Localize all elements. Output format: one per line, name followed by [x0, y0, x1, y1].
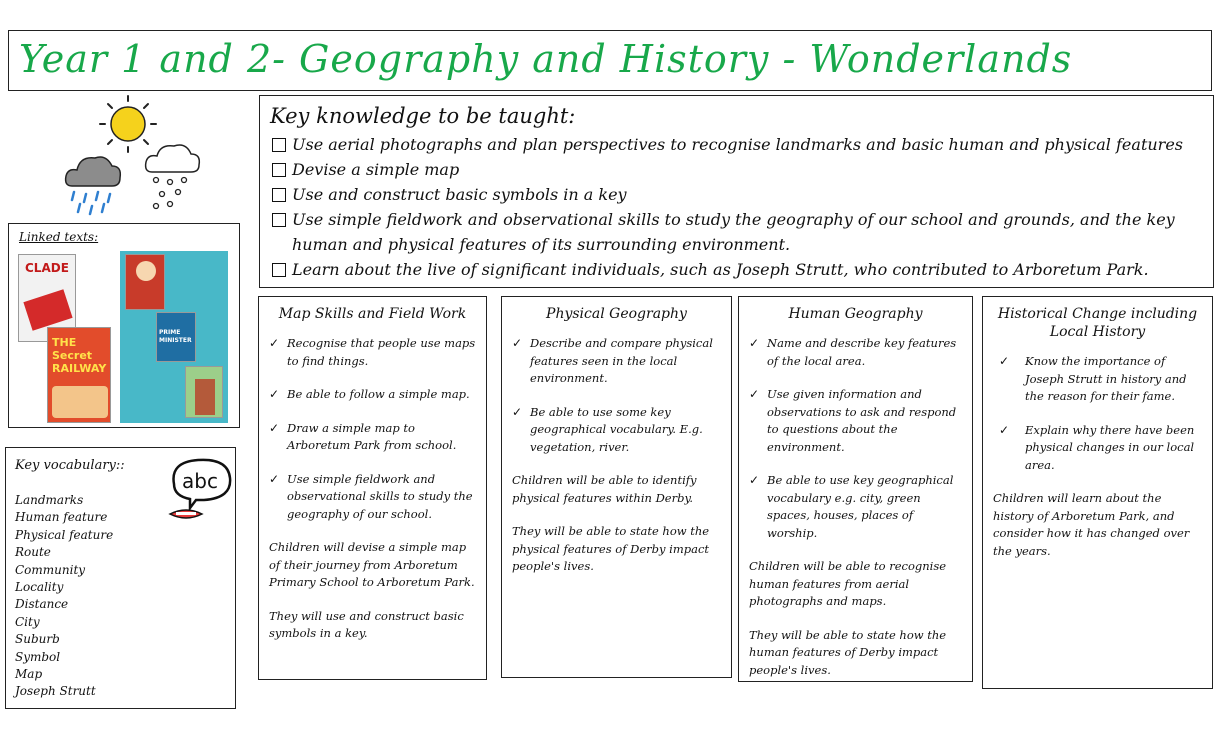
checkbox-icon [272, 263, 286, 277]
check-icon: ✓ [749, 387, 760, 401]
vocab-word: Joseph Strutt [15, 684, 96, 699]
tick-item: ✓ Recognise that people use maps to find things. [269, 335, 476, 370]
abc-icon-text: abc [182, 469, 218, 493]
tick-item: ✓ Use given information and observations to ask and respond to questions about the environment. [749, 386, 962, 456]
key-vocabulary-box [5, 447, 236, 709]
key-knowledge-box [259, 95, 1214, 288]
check-icon: ✓ [512, 404, 523, 419]
check-icon: ✓ [269, 420, 280, 435]
check-icon: ✓ [269, 336, 280, 350]
column-paragraph: Children will be able to recognise human features from aerial photographs and maps. [749, 559, 947, 608]
tick-item: ✓ Use simple fieldwork and observational skills to study the geography of our school. [269, 471, 476, 524]
tick-item: ✓ Be able to use some key geographical vocabulary. E.g. vegetation, river. [512, 404, 721, 457]
tick-item: ✓ Describe and compare physical features seen in the local environment. [512, 335, 721, 388]
key-knowledge-item: Use aerial photographs and plan perspectives to recognise landmarks and basic human and physical features [270, 132, 1203, 157]
vocab-word: Locality [15, 580, 64, 595]
linked-texts-label: Linked texts: [19, 230, 99, 244]
column-title: Historical Change including Local History [997, 306, 1198, 340]
page-title: Year 1 and 2- Geography and History - Wonderlands [19, 37, 1073, 81]
physical-geography-column [501, 296, 732, 678]
vocab-word: Physical feature [15, 527, 114, 542]
vocab-word: Human feature [15, 510, 108, 525]
key-vocabulary-label: Key vocabulary:: [15, 458, 125, 473]
column-title: Map Skills and Field Work [278, 306, 467, 322]
vocab-word: City [15, 614, 40, 629]
tick-item: ✓ Be able to use key geographical vocabulary e.g. city, green spaces, houses, places of worship. [749, 472, 962, 542]
checkbox-icon [272, 163, 286, 177]
check-icon: ✓ [269, 471, 280, 486]
book-cover-prime-minister: PRIME MINISTER [156, 312, 196, 362]
check-icon: ✓ [999, 354, 1010, 368]
abc-speech-icon [166, 454, 236, 524]
key-knowledge-item: Use and construct basic symbols in a key [270, 182, 1203, 207]
human-geography-column [738, 296, 973, 682]
checkbox-icon [272, 138, 286, 152]
weather-icon [60, 88, 210, 218]
column-paragraph: They will be able to state how the physical features of Derby impact people's lives. [512, 524, 710, 573]
tick-item: ✓ Name and describe key features of the local area. [749, 335, 962, 370]
rain-cloud-icon [66, 157, 121, 214]
column-paragraph: They will be able to state how the human features of Derby impact people's lives. [749, 627, 947, 677]
key-knowledge-heading: Key knowledge to be taught: [270, 104, 576, 128]
tick-item: ✓ Know the importance of Joseph Strutt in history and the reason for their fame. [993, 353, 1202, 406]
historical-change-column [982, 296, 1213, 689]
title-box [8, 30, 1212, 91]
check-icon: ✓ [512, 336, 523, 350]
key-knowledge-item: Learn about the live of significant individuals, such as Joseph Strutt, who contributed to Arboretum Park. [270, 257, 1203, 282]
vocab-word: Suburb [15, 632, 60, 647]
column-title: Physical Geography [546, 306, 687, 322]
book-cover-secret-railway: THE Secret RAILWAY [47, 327, 111, 423]
tick-item: ✓ Explain why there have been physical changes in our local area. [993, 422, 1202, 475]
book-cover-red [125, 254, 165, 310]
map-skills-column [258, 296, 487, 680]
column-paragraph: Children will be able to identify physical features within Derby. [512, 473, 697, 505]
book-cover-clade: CLADE [18, 254, 76, 342]
sun-icon [100, 96, 156, 152]
snow-cloud-icon [146, 145, 200, 209]
column-paragraph: Children will devise a simple map of their journey from Arboretum Primary School to Arboretum Park. [269, 540, 475, 589]
book-cover-building [185, 366, 223, 418]
vocab-word: Landmarks [15, 493, 84, 507]
vocab-word: Community [15, 562, 86, 577]
linked-texts-box [8, 223, 240, 428]
vocabulary-list [15, 492, 113, 701]
vocab-word: Route [15, 545, 51, 560]
column-paragraph: Children will learn about the history of Arboretum Park, and consider how it has changed over the years. [993, 491, 1190, 558]
check-icon: ✓ [749, 336, 760, 350]
vocab-word: Distance [15, 597, 69, 612]
checkbox-icon [272, 213, 286, 227]
vocab-word: Map [15, 667, 43, 682]
vocab-word: Symbol [15, 649, 61, 664]
tick-item: ✓ Be able to follow a simple map. [269, 386, 476, 404]
key-knowledge-item: Use simple fieldwork and observational skills to study the geography of our school and grounds, and the key human and physical features of its surrounding environment. [270, 207, 1203, 257]
key-knowledge-item: Devise a simple map [270, 157, 1203, 182]
column-title: Human Geography [788, 306, 923, 322]
check-icon: ✓ [749, 473, 760, 487]
checkbox-icon [272, 188, 286, 202]
check-icon: ✓ [999, 422, 1010, 437]
check-icon: ✓ [269, 387, 280, 401]
tick-item: ✓ Draw a simple map to Arboretum Park from school. [269, 420, 476, 455]
column-paragraph: They will use and construct basic symbols in a key. [269, 608, 464, 640]
